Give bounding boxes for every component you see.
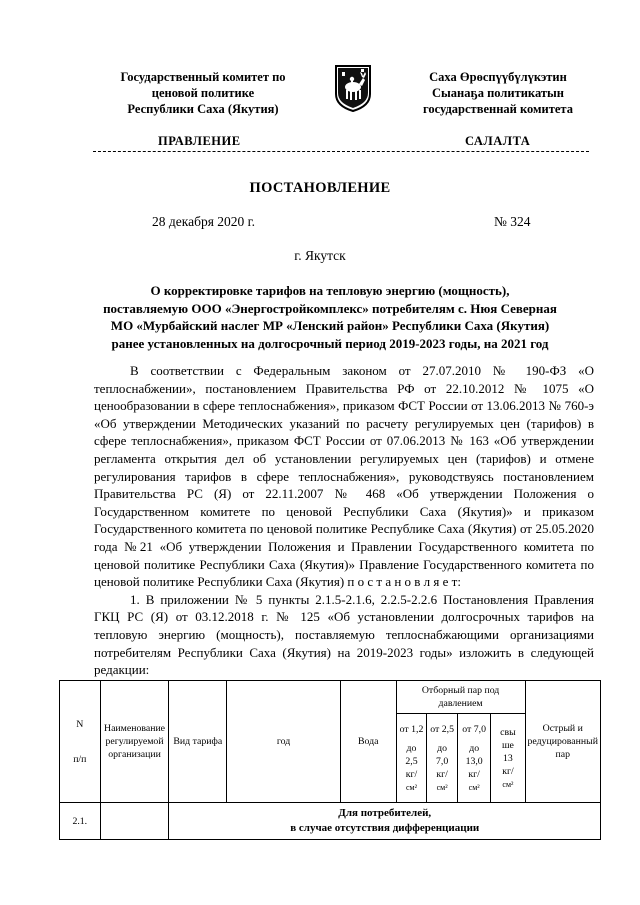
header-left-block — [88, 69, 318, 117]
subject-line: МО «Мурбайский наслег МР «Ленский район» Республики Саха (Якутия) — [110, 318, 550, 333]
steam-from: от 1,2 — [399, 723, 424, 735]
steam-unit: кг/ — [468, 768, 480, 780]
coat-of-arms-icon — [332, 64, 374, 112]
steam-cm: см² — [468, 782, 480, 792]
row-empty-cell — [100, 803, 169, 840]
body-paragraph: 1. В приложении № 5 пункты 2.1.5-2.1.6, 2.2.5-2.2.6 Постановления Правления ГКЦ РС (Я) от 03.12.2018 г. № 125 «Об установлении долгосрочных тарифов на тепловую энергию (мощность), поставляемую теплоснабжающими организациями потребителям Республики Саха (Якутия) на 2019-2023 годы» изложить в следующей редакции: — [94, 591, 594, 678]
header-right-line: Саха Өрөспүүбүлүкэтин — [429, 70, 567, 84]
header-tariff: Вид тарифа — [169, 681, 227, 803]
steam-cm: см² — [436, 782, 448, 792]
header-num-bottom: п/п — [73, 753, 87, 765]
header-steam: Отборный пар под давлением — [396, 681, 525, 714]
header-water: Вода — [340, 681, 396, 803]
steam-cm: см² — [502, 779, 514, 789]
steam-from: от 2,5 — [430, 723, 454, 735]
header-left-line: Государственный комитет по — [120, 70, 286, 84]
steam-cm: см² — [405, 782, 417, 792]
header-steam-col-1 — [396, 714, 427, 803]
header-right-line: Сыанаҕа политикатын — [432, 86, 564, 100]
steam-val: 2,5 — [405, 755, 418, 767]
section-label-right: САЛАЛТА — [465, 134, 531, 148]
document-title: ПОСТАНОВЛЕНИЕ — [249, 180, 391, 196]
header-steam-col-4 — [491, 714, 525, 803]
steam-val: 13,0 — [465, 755, 483, 767]
tariff-table — [59, 680, 601, 840]
header-left-line: Республики Саха (Якутия) — [127, 102, 279, 116]
steam-val: 7,0 — [435, 755, 449, 767]
header-num-cell — [60, 681, 101, 803]
row-text-line: Для потребителей, — [338, 807, 432, 819]
steam-from: свыше — [500, 726, 516, 751]
section-label-left: ПРАВЛЕНИЕ — [158, 134, 241, 148]
steam-val: 13 — [503, 752, 513, 764]
header-steam-col-3 — [457, 714, 490, 803]
header-year: год — [227, 681, 341, 803]
header-divider — [93, 151, 589, 152]
steam-mid: до — [406, 742, 417, 754]
header-left-line: ценовой политике — [151, 86, 255, 100]
header-right-line: государственнай комитета — [423, 102, 573, 116]
row-text-line: в случае отсутствия дифференциации — [290, 822, 480, 834]
header-right-block — [393, 69, 603, 117]
document-subject — [80, 282, 580, 352]
subject-line: поставляемую ООО «Энергостройкомплекс» потребителям с. Нюя Северная — [103, 300, 557, 316]
subject-line: ранее установленных на долгосрочный период 2019-2023 годы, на 2021 год — [111, 335, 549, 351]
row-num-cell: 2.1. — [60, 803, 101, 840]
steam-mid: до — [469, 742, 480, 754]
header-org: Наименование регулируемой организации — [100, 681, 169, 803]
header-sharp-steam: Острый и редуцированный пар — [525, 681, 601, 803]
row-consumers-cell — [169, 803, 601, 840]
document-body — [94, 362, 594, 679]
header-num-top: N — [76, 718, 84, 730]
steam-unit: кг/ — [436, 768, 448, 780]
header-steam-col-2 — [427, 714, 458, 803]
subject-line: О корректировке тарифов на тепловую энергию (мощность), — [150, 283, 510, 298]
document-city: г. Якутск — [294, 248, 346, 263]
steam-from: от 7,0 — [462, 723, 487, 735]
steam-mid: до — [437, 742, 448, 754]
document-date: 28 декабря 2020 г. — [152, 214, 256, 229]
document-number: № 324 — [494, 214, 531, 229]
steam-unit: кг/ — [405, 768, 418, 780]
steam-unit: кг/ — [502, 765, 514, 777]
body-paragraph: В соответствии с Федеральным законом от 27.07.2010 № 190-ФЗ «О теплоснабжении», постановлением Правительства РФ от 22.10.2012 № 1075 «О ценообразовании в сфере теплоснабжения», приказом ФСТ России от 13.06.2013 № 760-э «Об утверждении Методических указаний по расчету регулируемых цен (тарифов) в сфере теплоснабжения», приказом ФСТ России от 07.06.2013 № 163 «Об утверждении регламента открытия дел об установлении регулируемых цен (тарифов) и отмене регулирования тарифов в сфере теплоснабжения», руководствуясь постановлением Правительства РС (Я) от 22.11.2007 № 468 «Об утверждении Положения о Государственном комитете по ценовой Республики Саха (Якутия)» и приказом Государственного комитета по ценовой политике Республике Саха (Якутия) от 25.05.2020 года №21 «Об утверждении Положения и Правлении Государственного комитета по ценовой политике Республики Саха (Якутия)» Правление Государственного комитета по ценовой политике Республики Саха (Якутия) п о с т а н о в л я е т: — [94, 363, 594, 590]
